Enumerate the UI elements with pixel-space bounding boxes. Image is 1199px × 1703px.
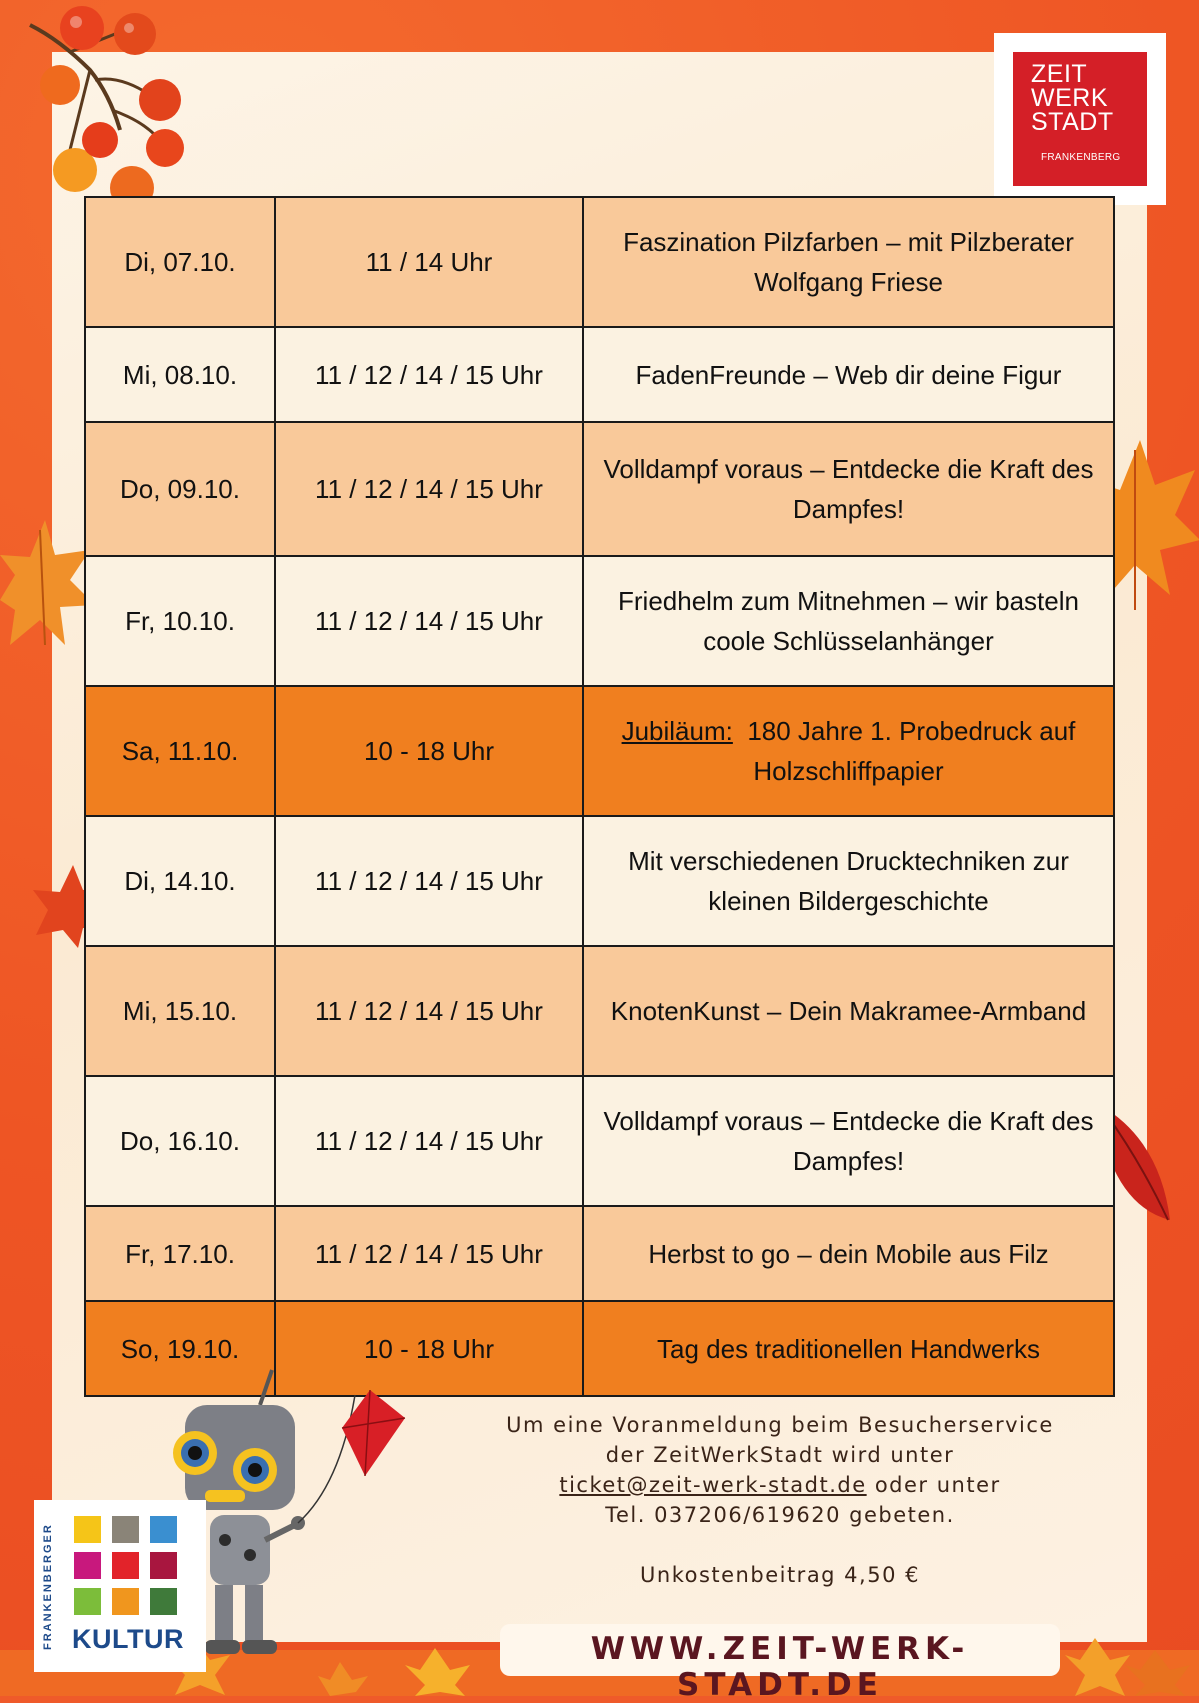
kite-icon [340,1388,410,1478]
kultur-square [150,1588,177,1615]
jubilee-label: Jubiläum: [621,716,733,746]
kultur-square [150,1516,177,1543]
schedule-event: Faszination Pilzfarben – mit Pilzberater Wolfgang Friese [583,197,1114,327]
kultur-square [112,1516,139,1543]
info-line-1: Um eine Voranmeldung beim Besucherservice [506,1413,1054,1437]
fee-info: Unkostenbeitrag 4,50 € [640,1563,920,1587]
schedule-date: Do, 09.10. [85,422,275,556]
schedule-row [85,1206,1114,1301]
logo-line-stadt: STADT [1031,108,1114,136]
schedule-row [85,327,1114,422]
schedule-date: Fr, 17.10. [85,1206,275,1301]
kultur-square [74,1588,101,1615]
info-line-3 [440,1470,1120,1500]
website-banner[interactable] [500,1624,1060,1703]
kultur-square [150,1552,177,1579]
zeitwerkstadt-logo[interactable] [994,33,1166,205]
schedule-date: Di, 07.10. [85,197,275,327]
schedule-time: 11 / 12 / 14 / 15 Uhr [275,327,583,422]
schedule-event [583,686,1114,816]
logo-line-frankenberg: FRANKENBERG [1041,152,1121,163]
kultur-vertical-text: FRANKENBERGER [42,1523,54,1650]
schedule-date: Mi, 08.10. [85,327,275,422]
schedule-time: 11 / 14 Uhr [275,197,583,327]
schedule-row [85,422,1114,556]
schedule-event: KnotenKunst – Dein Makramee-Armband [583,946,1114,1076]
schedule-event: FadenFreunde – Web dir deine Figur [583,327,1114,422]
schedule-event: Volldampf voraus – Entdecke die Kraft des Dampfes! [583,422,1114,556]
schedule-time: 11 / 12 / 14 / 15 Uhr [275,816,583,946]
email-link[interactable]: ticket@zeit-werk-stadt.de [559,1473,867,1497]
schedule-row [85,556,1114,686]
schedule-time: 11 / 12 / 14 / 15 Uhr [275,422,583,556]
schedule-time: 11 / 12 / 14 / 15 Uhr [275,946,583,1076]
info-line-2: der ZeitWerkStadt wird unter [605,1443,955,1467]
schedule-time: 11 / 12 / 14 / 15 Uhr [275,1076,583,1206]
kultur-square [74,1516,101,1543]
phone-info: Tel. 037206/619620 gebeten. [605,1503,955,1527]
schedule-date: Sa, 11.10. [85,686,275,816]
schedule-time: 11 / 12 / 14 / 15 Uhr [275,556,583,686]
schedule-date: Mi, 15.10. [85,946,275,1076]
schedule-event: Tag des traditionellen Handwerks [583,1301,1114,1396]
schedule-date: Do, 16.10. [85,1076,275,1206]
kultur-square [74,1552,101,1579]
rowan-berries-icon [0,0,200,220]
schedule-row [85,816,1114,946]
logo-line-werk: WERK [1031,84,1108,112]
frankenberger-kultur-logo[interactable] [34,1500,206,1672]
registration-info [440,1410,1120,1590]
schedule-row [85,197,1114,327]
schedule-time: 11 / 12 / 14 / 15 Uhr [275,1206,583,1301]
schedule-date: So, 19.10. [85,1301,275,1396]
schedule-row [85,1076,1114,1206]
schedule-event: Herbst to go – dein Mobile aus Filz [583,1206,1114,1301]
kultur-square [112,1552,139,1579]
schedule-time: 10 - 18 Uhr [275,686,583,816]
schedule-row [85,946,1114,1076]
logo-line-zeit: ZEIT [1031,60,1088,88]
jubilee-text: 180 Jahre 1. Probedruck auf Holzschliffpapier [747,716,1076,786]
logo-red-square [1013,52,1147,186]
schedule-row [85,686,1114,816]
schedule-table [84,196,1115,1397]
info-line-3-suffix: oder unter [866,1473,1001,1497]
website-link[interactable]: WWW.ZEIT-WERK-STADT.DE [590,1631,970,1703]
schedule-date: Fr, 10.10. [85,556,275,686]
schedule-event: Volldampf voraus – Entdecke die Kraft des Dampfes! [583,1076,1114,1206]
kultur-square [112,1588,139,1615]
schedule-event: Friedhelm zum Mitnehmen – wir basteln coole Schlüsselanhänger [583,556,1114,686]
schedule-time: 10 - 18 Uhr [275,1301,583,1396]
kultur-word: KULTUR [72,1624,184,1654]
schedule-event: Mit verschiedenen Drucktechniken zur kleinen Bildergeschichte [583,816,1114,946]
schedule-date: Di, 14.10. [85,816,275,946]
